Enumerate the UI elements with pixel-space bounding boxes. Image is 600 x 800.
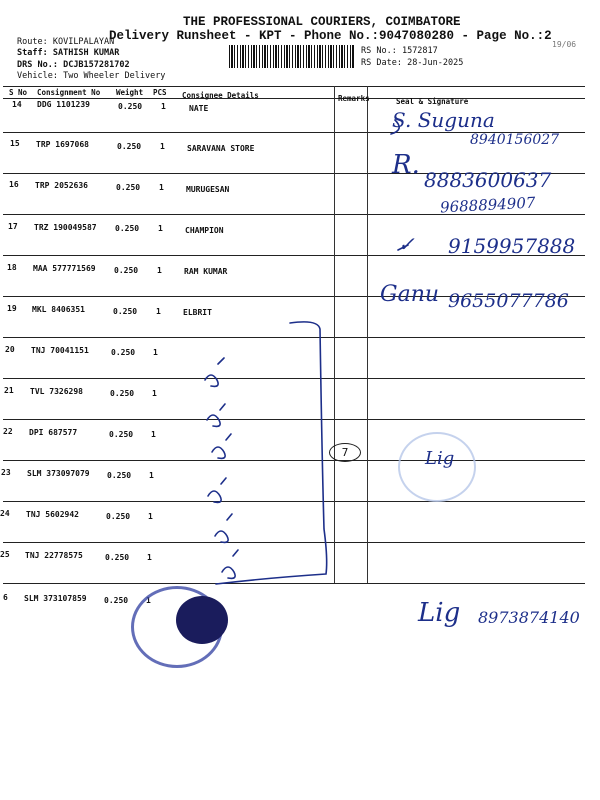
- row-pcs: 1: [153, 348, 158, 357]
- row-consignment: TRP 2052636: [35, 181, 88, 190]
- phone-15: 8883600637: [424, 168, 552, 192]
- rs-no-label: RS No.:: [361, 46, 397, 56]
- phone-19: 9655077786: [448, 290, 569, 312]
- row-pcs: 1: [147, 553, 152, 562]
- row-consignment: TRZ 190049587: [34, 223, 97, 232]
- col-header-remarks: Remarks: [338, 94, 370, 103]
- row-consignment: SLM 373107859: [24, 594, 87, 603]
- company-title: THE PROFESSIONAL COURIERS, COIMBATORE: [183, 15, 461, 29]
- col-header-consignee: Consignee Details: [182, 91, 259, 100]
- row-consignee: NATE: [189, 104, 209, 113]
- row-weight: 0.250: [116, 183, 141, 192]
- vehicle-label: Vehicle:: [17, 71, 58, 81]
- row-weight: 0.250: [104, 596, 129, 605]
- row-pcs: 1: [146, 596, 151, 605]
- phone-17: 9159957888: [448, 234, 576, 258]
- row-consignment: DPI 687577: [29, 428, 78, 437]
- row-sno: 22: [3, 427, 13, 436]
- row-weight: 0.250: [115, 224, 140, 233]
- ink-blot: [176, 596, 228, 644]
- phone-26: 8973874140: [478, 608, 580, 627]
- row-consignment: MKL 8406351: [32, 305, 85, 314]
- row-consignee: RAM KUMAR: [184, 267, 228, 276]
- col-header-seal: Seal & Signature: [396, 97, 469, 106]
- row-weight: 0.250: [106, 512, 131, 521]
- row-weight: 0.250: [105, 553, 130, 562]
- row-sno: 17: [8, 222, 18, 231]
- faint-stamp: [398, 432, 476, 502]
- row-weight: 0.250: [118, 102, 143, 111]
- row-sno: 24: [0, 509, 10, 518]
- row-consignment: TNJ 22778575: [25, 551, 83, 560]
- route-value: KOVILPALAYAN: [52, 37, 115, 47]
- row-sno: 21: [4, 386, 14, 395]
- phone-14: 8940156027: [470, 132, 560, 148]
- row-sno: 15: [10, 139, 20, 148]
- corner-note: 19/06: [552, 40, 577, 49]
- rs-date-label: RS Date:: [361, 58, 402, 68]
- rs-no-value: 1572817: [401, 46, 438, 56]
- col-header-pcs: PCS: [153, 88, 167, 97]
- runsheet-subtitle: Delivery Runsheet - KPT - Phone No.:9047080280 - Page No.:2: [109, 29, 552, 43]
- vehicle-value: Two Wheeler Delivery: [63, 71, 166, 81]
- signature-26: Lig: [418, 598, 461, 628]
- row-sno: 23: [1, 468, 11, 477]
- row-weight: 0.250: [117, 142, 142, 151]
- row-weight: 0.250: [113, 307, 138, 316]
- row-pcs: 1: [160, 142, 165, 151]
- remark-circle: [329, 443, 361, 462]
- row-weight: 0.250: [111, 348, 136, 357]
- row-sno: 20: [5, 345, 15, 354]
- row-consignee: CHAMPION: [185, 226, 224, 235]
- row-pcs: 1: [149, 471, 154, 480]
- row-consignee: MURUGESAN: [186, 185, 230, 194]
- col-header-sno: S No: [9, 88, 28, 97]
- drs-label: DRS No.:: [17, 60, 58, 70]
- row-consignment: DDG 1101239: [37, 100, 90, 109]
- phone-16: 9688894907: [439, 193, 536, 217]
- row-consignment: MAA 577771569: [33, 264, 96, 273]
- staff-label: Staff:: [17, 48, 48, 58]
- route-label: Route:: [17, 37, 48, 47]
- row-pcs: 1: [161, 102, 166, 111]
- row-pcs: 1: [158, 224, 163, 233]
- staff-value: SATHISH KUMAR: [52, 48, 120, 58]
- row-sno: 19: [7, 304, 17, 313]
- row-consignment: TNJ 5602942: [26, 510, 79, 519]
- row-pcs: 1: [159, 183, 164, 192]
- row-pcs: 1: [148, 512, 153, 521]
- col-header-weight: Weight: [116, 88, 144, 97]
- signature-14: S. Suguna: [392, 108, 495, 132]
- row-consignment: TVL 7326298: [30, 387, 83, 396]
- row-pcs: 1: [151, 430, 156, 439]
- row-weight: 0.250: [109, 430, 134, 439]
- row-sno: 14: [12, 100, 22, 109]
- row-consignment: TNJ 70041151: [31, 346, 89, 355]
- row-sno: 6: [3, 593, 8, 602]
- signature-17: ✓: [398, 232, 415, 256]
- signature-22-right: Lig: [425, 448, 455, 469]
- row-sno: 18: [7, 263, 17, 272]
- row-pcs: 1: [156, 307, 161, 316]
- row-consignment: SLM 373097079: [27, 469, 90, 478]
- signature-15: R.: [392, 150, 420, 180]
- row-pcs: 1: [152, 389, 157, 398]
- rs-date-value: 28-Jun-2025: [407, 58, 464, 68]
- signature-19: Ganu: [380, 282, 440, 307]
- row-consignee: ELBRIT: [183, 308, 212, 317]
- row-weight: 0.250: [110, 389, 135, 398]
- row-consignment: TRP 1697068: [36, 140, 89, 149]
- row-weight: 0.250: [114, 266, 139, 275]
- row-consignee: SARAVANA STORE: [187, 144, 255, 153]
- row-sno: 25: [0, 550, 10, 559]
- row-weight: 0.250: [107, 471, 132, 480]
- remark-number: 7: [341, 446, 349, 459]
- drs-value: DCJB157281702: [63, 60, 130, 70]
- row-pcs: 1: [157, 266, 162, 275]
- row-sno: 16: [9, 180, 19, 189]
- col-header-consignment: Consignment No: [37, 88, 101, 97]
